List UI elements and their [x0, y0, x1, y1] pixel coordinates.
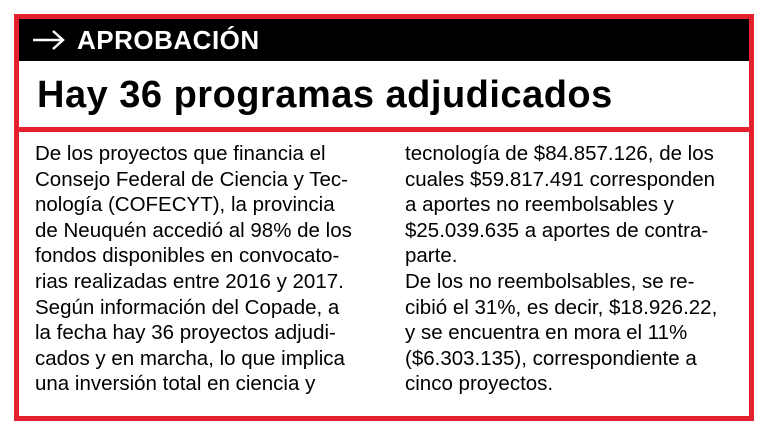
right-arrow-icon — [25, 19, 73, 61]
body-line: la fecha hay 36 proyectos adjudi- — [35, 321, 336, 345]
body-line: cuales $59.817.491 corresponden — [405, 167, 716, 191]
body-line: De los proyectos que financia el — [35, 142, 326, 165]
body-line: parte. — [405, 244, 458, 268]
body-line: cibió el 31%, es decir, $18.926.22, — [405, 295, 718, 319]
body-line: cinco proyectos. — [405, 372, 554, 396]
body-line: y se encuentra en mora el 11% — [405, 321, 688, 345]
body-line: Consejo Federal de Ciencia y Tec- — [35, 167, 348, 191]
body-column-left — [35, 141, 380, 397]
body-line: rias realizadas entre 2016 y 2017. — [35, 269, 344, 293]
body-line: de Neuquén accedió al 98% de los — [35, 218, 352, 242]
body-line: Según información del Copade, a — [35, 295, 340, 319]
body-line: De los no reembolsables, se re- — [405, 269, 695, 293]
body-line: ($6.303.135), correspondiente a — [405, 346, 697, 370]
divider — [19, 127, 749, 132]
body-line: $25.039.635 a aportes de contra- — [405, 218, 709, 242]
body-line: nología (COFECYT), la provincia — [35, 193, 335, 217]
body-line: tecnología de $84.857.126, de los — [405, 142, 714, 165]
section-kicker-bar — [19, 19, 749, 61]
headline: Hay 36 programas adjudicados — [37, 74, 613, 116]
body-line: cados y en marcha, lo que implica — [35, 346, 345, 370]
section-kicker: APROBACIÓN — [77, 24, 260, 55]
body-line: una inversión total en ciencia y — [35, 372, 316, 396]
article-box — [14, 14, 754, 421]
body-column-right — [405, 141, 750, 397]
body-line: a aportes no reembolsables y — [405, 193, 674, 217]
body-line: fondos disponibles en convocato- — [35, 244, 340, 268]
